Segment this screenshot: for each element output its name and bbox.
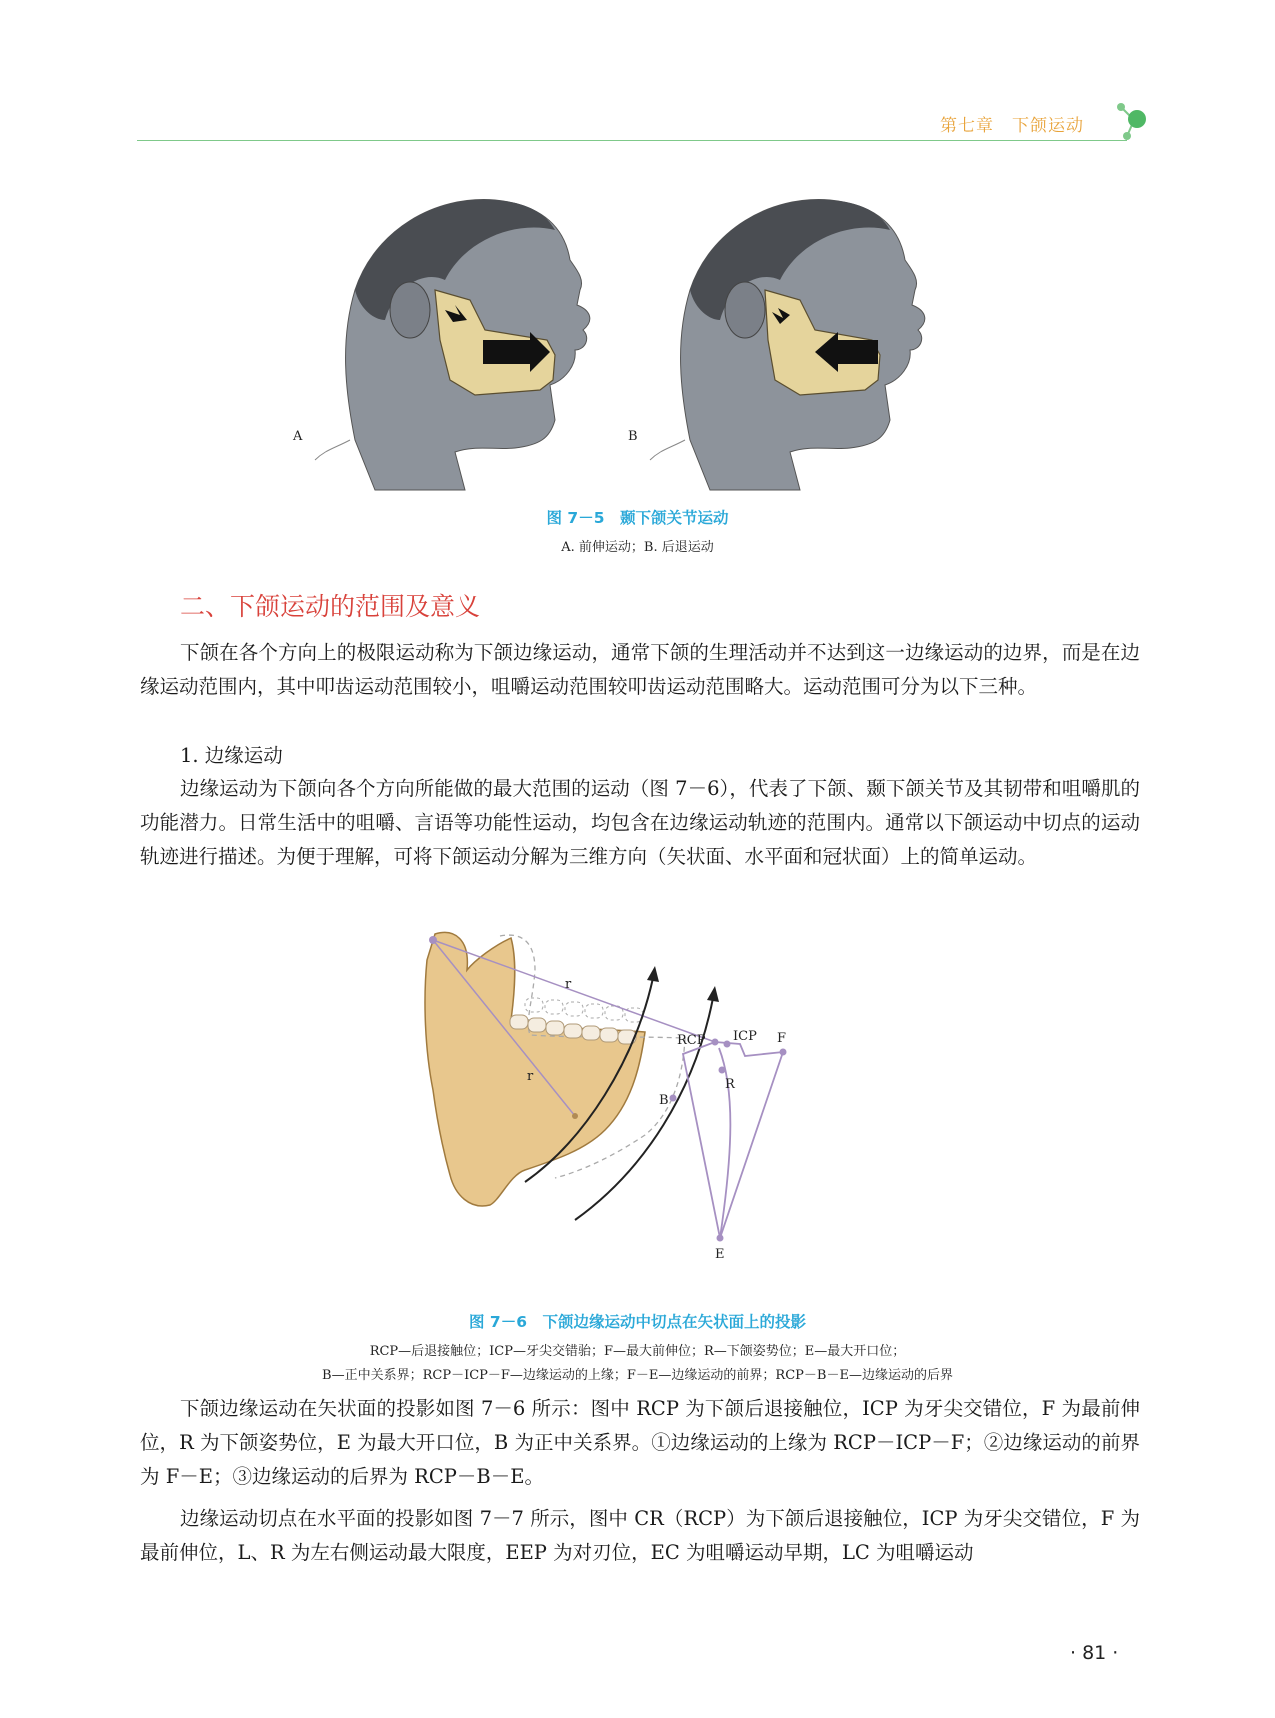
radius-label-upper: r [565,977,572,992]
molecule-decoration-icon [1108,98,1158,148]
figure-7-5-illustration [293,190,965,490]
paragraph-1: 下颌在各个方向上的极限运动称为下颌边缘运动，通常下颌的生理活动并不达到这一边缘运动的边界，而是在边缘运动范围内，其中叩齿运动范围较小，咀嚼运动范围较叩齿运动范围略大。运动范围可分为以下三种。 [140,641,1140,698]
figure-7-6-caption: 图 7－6 下颌边缘运动中切点在矢状面上的投影 [469,1313,806,1331]
panel-a-label: A [293,429,303,444]
figure-7-5-subcaption: A. 前伸运动；B. 后退运动 [561,540,714,555]
section-heading: 二、下颌运动的范围及意义 [180,592,481,621]
posselt-envelope [683,1042,783,1238]
panel-b-label: B [628,429,638,444]
label-rcp: RCP [677,1033,706,1048]
subheading-boundary-movement: 1. 边缘运动 [180,744,283,767]
label-e: E [715,1247,725,1262]
label-r: R [725,1077,735,1092]
label-f: F [777,1031,787,1046]
paragraph-3: 下颌边缘运动在矢状面的投影如图 7－6 所示：图中 RCP 为下颌后退接触位，ICP 为牙尖交错位，F 为最前伸位，R 为下颌姿势位，E 为最大开口位，B 为正中关系界。①边缘运动的上缘为 RCP－ICP－F；②边缘运动的前界为 F－E；③边缘运动的后界为 RCP－B－E。 [140,1397,1140,1488]
paragraph-2: 边缘运动为下颌向各个方向所能做的最大范围的运动（图 7－6），代表了下颌、颞下颌关节及其韧带和咀嚼肌的功能潜力。日常生活中的咀嚼、言语等功能性运动，均包含在边缘运动轨迹的范围内。通常以下颌运动中切点的运动轨迹进行描述。为便于理解，可将下颌运动分解为三维方向（矢状面、水平面和冠状面）上的简单运动。 [140,777,1140,868]
header-rule [137,140,1127,141]
figure-7-6-subcaption-2: B—正中关系界；RCP－ICP－F—边缘运动的上缘；F－E—边缘运动的前界；RCP－B－E—边缘运动的后界 [322,1368,953,1383]
figure-7-6-diagram [415,920,885,1300]
figure-7-5-caption: 图 7－5 颞下颌关节运动 [546,509,729,527]
figure-7-6-subcaption-1: RCP—后退接触位；ICP—牙尖交错骀；F—最大前伸位；R—下颌姿势位；E—最大开口位； [369,1344,906,1359]
label-b: B [659,1093,669,1108]
radius-label-lower: r [527,1069,534,1084]
panel-a-head [292,200,590,490]
running-header-chapter: 第七章 下颌运动 [940,116,1084,136]
panel-b-head [628,200,925,490]
page-number: · 81 · [1070,1642,1119,1664]
mandible-bone [425,933,645,1206]
paragraph-4: 边缘运动切点在水平面的投影如图 7－7 所示，图中 CR（RCP）为下颌后退接触位，ICP 为牙尖交错位，F 为最前伸位，L、R 为左右侧运动最大限度，EEP 为对刃位，EC 为咀嚼运动早期，LC 为咀嚼运动 [140,1507,1140,1564]
label-icp: ICP [733,1029,757,1044]
